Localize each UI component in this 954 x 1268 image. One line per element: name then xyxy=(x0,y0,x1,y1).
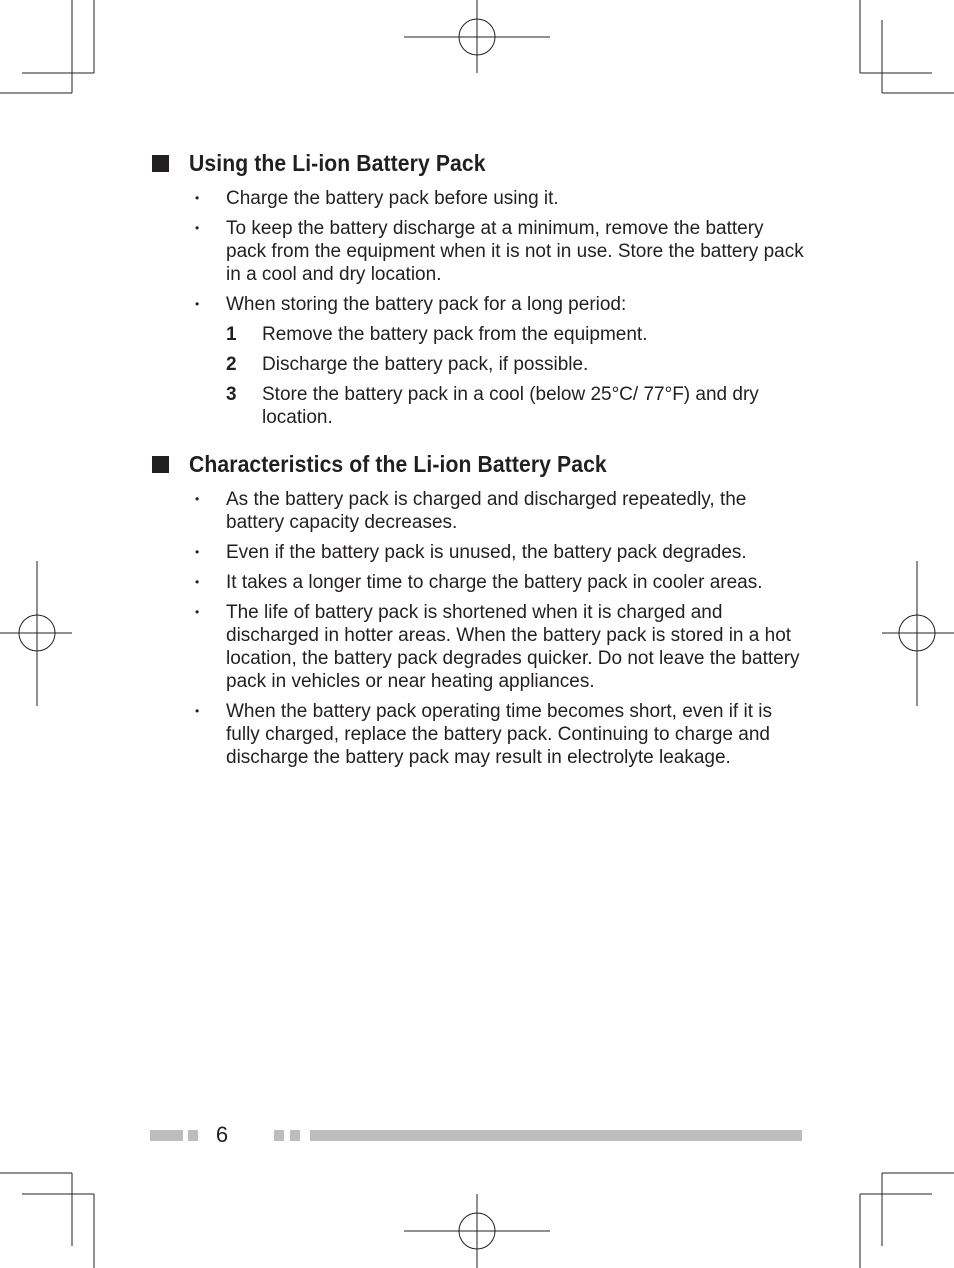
list-item-text: Even if the battery pack is unused, the battery pack degrades. xyxy=(226,542,747,563)
footer-bar-segment xyxy=(150,1130,183,1141)
step-item xyxy=(152,383,807,429)
section-title: Using the Li-ion Battery Pack xyxy=(189,149,486,176)
page-footer xyxy=(150,1120,802,1150)
list-item xyxy=(152,541,807,564)
list-item-text: When the battery pack operating time becomes short, even if it is fully charged, replace the battery pack. Continuing to charge and discharge the battery pack may result in electrolyte leakage. xyxy=(226,701,772,768)
bullet-list xyxy=(152,187,807,316)
list-item xyxy=(152,601,807,693)
list-item-text: Charge the battery pack before using it. xyxy=(226,188,559,209)
page-number: 6 xyxy=(215,1122,229,1147)
step-text: Discharge the battery pack, if possible. xyxy=(262,354,589,375)
list-item-text: It takes a longer time to charge the battery pack in cooler areas. xyxy=(226,572,763,593)
footer-bar-segment xyxy=(188,1130,198,1141)
section-heading xyxy=(152,146,807,180)
footer-bar-segment xyxy=(310,1130,802,1141)
footer-bar-segment xyxy=(290,1130,300,1141)
numbered-steps xyxy=(152,323,807,429)
step-item xyxy=(152,323,807,346)
list-item xyxy=(152,293,807,316)
step-number: 1 xyxy=(226,324,237,345)
step-text: Store the battery pack in a cool (below 25°C/ 77°F) and dry location. xyxy=(262,384,759,428)
footer-bar-segment xyxy=(274,1130,284,1141)
bullet-dot-icon: • xyxy=(195,545,200,559)
bullet-dot-icon: • xyxy=(195,492,200,506)
list-item xyxy=(152,187,807,210)
bullet-dot-icon: • xyxy=(195,704,200,718)
square-bullet-icon xyxy=(152,456,169,473)
list-item-text: When storing the battery pack for a long period: xyxy=(226,294,627,315)
square-bullet-icon xyxy=(152,155,169,172)
bullet-dot-icon: • xyxy=(195,191,200,205)
step-text: Remove the battery pack from the equipment. xyxy=(262,324,648,345)
step-item xyxy=(152,353,807,376)
bullet-dot-icon: • xyxy=(195,297,200,311)
step-number: 2 xyxy=(226,354,237,375)
section-heading xyxy=(152,447,807,481)
bullet-dot-icon: • xyxy=(195,575,200,589)
list-item-text: To keep the battery discharge at a minimum, remove the battery pack from the equipment when it is not in use. Store the battery pack in a cool and dry location. xyxy=(226,218,804,285)
section-title: Characteristics of the Li-ion Battery Pack xyxy=(189,450,607,477)
list-item xyxy=(152,217,807,286)
bullet-dot-icon: • xyxy=(195,221,200,235)
list-item-text: The life of battery pack is shortened when it is charged and discharged in hotter areas. When the battery pack is stored in a hot location, the battery pack degrades quicker. Do not leave the battery pack in vehicles or near heating appliances. xyxy=(226,602,800,692)
step-number: 3 xyxy=(226,384,237,405)
list-item xyxy=(152,488,807,534)
list-item xyxy=(152,700,807,769)
list-item xyxy=(152,571,807,594)
page-content xyxy=(152,146,807,769)
list-item-text: As the battery pack is charged and discharged repeatedly, the battery capacity decreases. xyxy=(226,489,747,533)
bullet-list xyxy=(152,488,807,769)
bullet-dot-icon: • xyxy=(195,605,200,619)
